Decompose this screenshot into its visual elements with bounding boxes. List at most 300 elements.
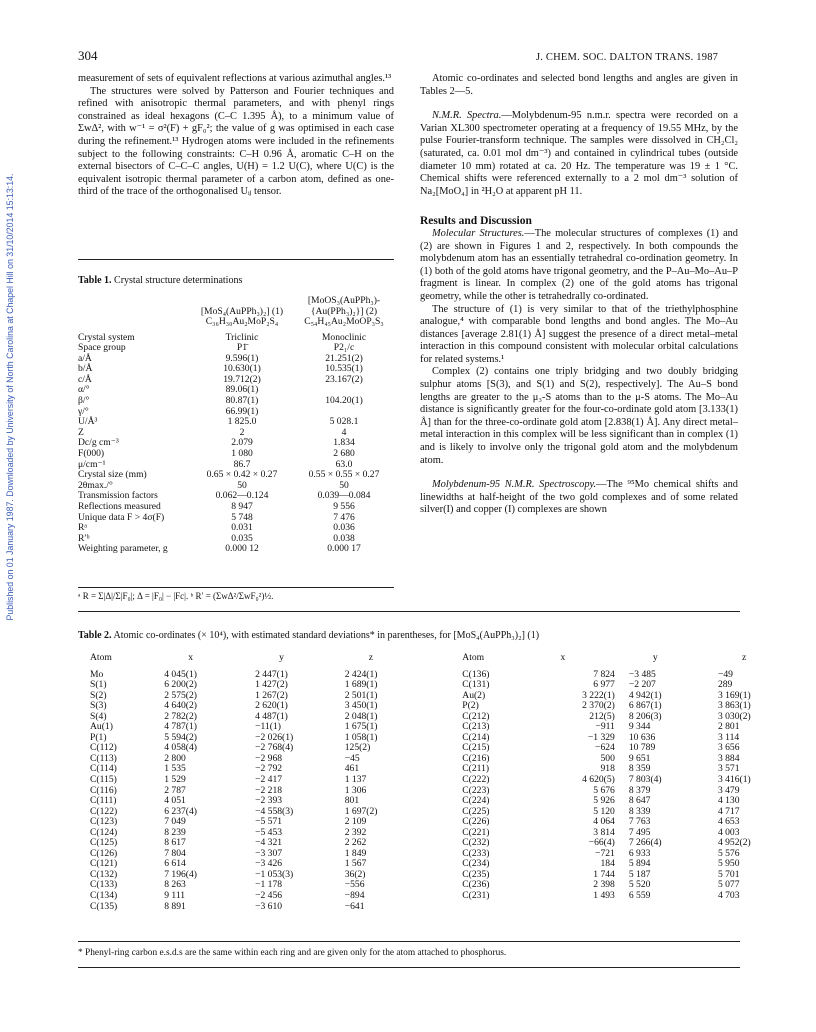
table-cell: 5 894 xyxy=(628,858,651,870)
table-row xyxy=(90,902,816,913)
table-cell: C(126) xyxy=(90,847,118,859)
table-cell: 1 697(2) xyxy=(344,805,378,817)
paragraph xyxy=(420,479,738,517)
table-cell: 1 058(1) xyxy=(344,731,378,743)
table-row xyxy=(90,880,816,891)
table-cell: a/Å xyxy=(78,352,92,364)
table-cell: 4 640(2) xyxy=(164,700,197,712)
table-cell: −1 053(3) xyxy=(255,868,294,880)
table-cell: −2 393 xyxy=(255,795,283,807)
table-cell: C(212) xyxy=(462,710,490,722)
table-row xyxy=(78,417,398,428)
table-cell: Mo xyxy=(90,668,104,680)
table-cell: 3 169(1) xyxy=(717,689,751,701)
table-cell: −49 xyxy=(717,668,733,680)
table-cell: 104.20(1) xyxy=(325,395,363,407)
table-cell: 2 424(1) xyxy=(344,668,378,680)
table-cell: 21.251(2) xyxy=(325,352,363,364)
table-cell: 6 614 xyxy=(164,858,186,870)
table-cell: 4 064 xyxy=(593,816,615,828)
table-cell: 9 651 xyxy=(628,752,651,764)
table-cell: 0.031 xyxy=(231,522,253,534)
table-cell: 4 003 xyxy=(717,826,740,838)
divider xyxy=(78,967,740,968)
table-cell: 0.038 xyxy=(333,532,355,544)
table-cell: 4 045(1) xyxy=(164,668,197,680)
table-cell: 10 789 xyxy=(628,742,656,754)
table-cell: 9 556 xyxy=(333,501,355,512)
table-cell: 5 576 xyxy=(717,847,740,859)
section-heading: Results and Discussion xyxy=(420,215,532,228)
table-cell: 5 701 xyxy=(717,868,740,880)
table-cell: C(221) xyxy=(462,826,490,838)
table-cell: Transmission factors xyxy=(78,490,158,502)
table-cell: 4 952(2) xyxy=(717,837,751,849)
table-cell: β/° xyxy=(78,395,90,407)
table-cell: C(233) xyxy=(462,847,490,859)
table-cell: 2 782(2) xyxy=(164,710,197,722)
table-cell: 1 744 xyxy=(593,868,615,880)
left-column-text xyxy=(78,73,394,199)
paragraph: Complex (2) contains one triply bridging and two doubly bridging sulphur atoms [S(3), and S(1) and S(2), respectively]. The Au–S bond lengths are greater to the μ₃-S atoms than to the μ-S atoms. The Mo–Au distance is significantly greater for the four-co-ordinate gold atom [3.133(1) Å] than for the three-co-ordinate gold atom [2.838(1) Å]. Any direct metal–metal interaction in this complex will be less significant than in complex (1) and is likely to involve only the trigonal gold atom and the molybdenum atom. xyxy=(420,366,738,466)
table-cell xyxy=(462,902,536,913)
table-row xyxy=(90,743,816,754)
table-cell: γ/° xyxy=(78,405,89,417)
table-row xyxy=(78,502,398,513)
table-row xyxy=(90,701,816,712)
table-cell: 6 977 xyxy=(593,679,615,691)
table2 xyxy=(90,653,816,912)
table-cell: 0.039—0.084 xyxy=(317,490,371,502)
table-cell: 8 339 xyxy=(628,805,651,817)
table-cell: 5 120 xyxy=(593,805,615,817)
table-cell: −2 207 xyxy=(628,679,656,691)
table-cell: α/° xyxy=(78,384,90,396)
table-cell: P(2) xyxy=(462,700,479,712)
table-row xyxy=(90,870,816,881)
table-cell: 9.596(1) xyxy=(225,352,259,364)
table-cell: 2 575(2) xyxy=(164,689,197,701)
table-cell: C(215) xyxy=(462,742,490,754)
journal-header: J. CHEM. SOC. DALTON TRANS. 1987 xyxy=(536,52,719,63)
table-header: z xyxy=(741,652,747,663)
table-cell: C(223) xyxy=(462,784,490,796)
table-row xyxy=(78,544,398,555)
table-cell: 801 xyxy=(344,795,360,807)
table-header: y xyxy=(279,652,284,663)
table-cell: 5 676 xyxy=(593,784,615,796)
table-row xyxy=(90,712,816,723)
table-cell: 8 263 xyxy=(164,879,186,891)
table-row xyxy=(90,786,816,797)
table-header: C₅₄H₄₅Au₂MoOP₃S₃ xyxy=(304,316,384,327)
table-cell: P(1) xyxy=(90,731,107,743)
table-cell: c/Å xyxy=(78,373,92,385)
table-cell: 0.062—0.124 xyxy=(215,490,269,502)
table-cell: C(214) xyxy=(462,731,490,743)
table-cell: 2 620(1) xyxy=(255,700,288,712)
table-cell: 6 559 xyxy=(628,890,651,902)
table-cell: 1 849 xyxy=(344,847,367,859)
table-cell: 4 130 xyxy=(717,795,740,807)
table-cell: C(231) xyxy=(462,890,490,902)
table-cell: 9 111 xyxy=(164,890,186,902)
table-cell: 5 187 xyxy=(628,868,651,880)
table-cell: 66.99(1) xyxy=(225,405,259,417)
table-cell: 1 675(1) xyxy=(344,721,378,733)
table-cell: 184 xyxy=(600,858,615,870)
paragraph: measurement of sets of equivalent reflections at various azimuthal angles.¹³ xyxy=(78,73,392,84)
table-cell: −911 xyxy=(595,721,615,733)
table-cell: 1 137 xyxy=(344,774,367,786)
table-cell: C(211) xyxy=(462,763,490,775)
table-cell: F(000) xyxy=(78,448,105,460)
table-cell: Au(1) xyxy=(90,721,113,733)
table-cell: S(3) xyxy=(90,700,107,712)
table-cell: C(113) xyxy=(90,752,117,764)
table-cell: 2 262 xyxy=(344,837,367,849)
table-cell: 918 xyxy=(600,763,615,775)
table-cell: −3 485 xyxy=(628,668,656,680)
table-cell: 5 594(2) xyxy=(164,731,197,743)
table-row xyxy=(90,891,816,902)
table-cell: 4 703 xyxy=(717,890,740,902)
table-cell: C(112) xyxy=(90,742,117,754)
table-cell: U/Å³ xyxy=(78,416,98,428)
table-cell: 3 114 xyxy=(717,731,740,743)
table-cell: 0.035 xyxy=(231,532,253,544)
table-cell xyxy=(536,902,628,913)
paragraph xyxy=(420,228,738,304)
table-cell: C(235) xyxy=(462,868,490,880)
table-cell: C(213) xyxy=(462,721,490,733)
table-cell: 5 950 xyxy=(717,858,740,870)
table-cell: 0.55 × 0.55 × 0.27 xyxy=(308,469,380,481)
table-cell: Crystal system xyxy=(78,331,135,343)
table-cell: 19.712(2) xyxy=(223,373,261,385)
table-cell: C(133) xyxy=(90,879,118,891)
table-cell: C(226) xyxy=(462,816,490,828)
table-cell: 0.65 × 0.42 × 0.27 xyxy=(206,469,278,481)
table-cell: Crystal size (mm) xyxy=(78,469,147,481)
table-cell: 125(2) xyxy=(344,742,371,754)
table-row xyxy=(90,828,816,839)
table-cell: C(134) xyxy=(90,890,118,902)
divider xyxy=(78,259,394,260)
table-cell: 1 267(2) xyxy=(255,689,288,701)
table-cell: 3 814 xyxy=(593,826,615,838)
table-cell: −624 xyxy=(595,742,615,754)
table-row xyxy=(90,722,816,733)
table-cell: −1 178 xyxy=(255,879,283,891)
table-cell: 5 028.1 xyxy=(329,416,359,428)
table-cell: 9 344 xyxy=(628,721,651,733)
table-cell: S(2) xyxy=(90,689,107,701)
table-cell: 0.036 xyxy=(333,522,355,534)
table-cell: 3 222(1) xyxy=(582,689,615,701)
table-cell: 2.079 xyxy=(231,437,253,449)
table-cell: 10.630(1) xyxy=(223,363,261,375)
table-cell: C(115) xyxy=(90,774,117,786)
table-cell: −3 610 xyxy=(255,900,283,912)
divider xyxy=(78,587,394,588)
table-cell: 8 947 xyxy=(231,501,253,512)
table-cell: 2 501(1) xyxy=(344,689,378,701)
table-cell: 7 196(4) xyxy=(164,868,197,880)
table-cell: P1̄ xyxy=(236,342,248,354)
table-header: [MoOS₃(AuPPh₃)- xyxy=(307,295,381,306)
table-cell: 7 049 xyxy=(164,816,186,828)
table-cell: 1 535 xyxy=(164,763,186,775)
table-cell: 3 416(1) xyxy=(717,774,751,786)
table-cell: 0.000 17 xyxy=(327,543,361,555)
table-row xyxy=(90,691,816,702)
table-header: Atom xyxy=(90,652,112,663)
table-cell: 0.000 12 xyxy=(225,543,259,555)
table-cell: 4 051 xyxy=(164,795,186,807)
table-row xyxy=(90,817,816,828)
paragraph-body: —The molecular structures of complexes (1) and (2) are shown in Figures 1 and 2, respectively. In both compounds the molybdenum atom has an essentially tetrahedral co-ordination geometry. In (1) both of the gold atoms have trigonal geometry, and the P–Au–Mo–Au–P fragment is linear. In complex (2) one of the gold atoms has trigonal geometry, while the other is tetrahedrally co-ordinated. xyxy=(420,227,738,302)
table-cell xyxy=(629,902,718,913)
table-header: x xyxy=(188,652,193,663)
right-column-text xyxy=(420,73,738,517)
table-cell: 5 926 xyxy=(593,795,615,807)
paragraph-body: —Molybdenum-95 n.m.r. spectra were recorded on a Varian XL300 spectrometer operating at a frequency of 19.55 MHz, by the pulse Fourier-transform technique. The samples were dissolved in CH₂Cl₂ (saturated, ca. 0.01 mol dm⁻³) and contained in cylindrical tubes (outside diameter 10 mm) rotated at ca. 20 Hz. The temperature was 19 ± 1 °C. Chemical shifts were referenced externally to a 2 mol dm⁻³ solution of Na₂[MoO₄] in ²H₂O at apparent pH 11. xyxy=(420,110,738,197)
table-cell: 1 493 xyxy=(593,890,615,902)
table-cell: −66(4) xyxy=(588,837,615,849)
table-row xyxy=(90,680,816,691)
table-cell: 1 529 xyxy=(164,774,186,786)
table-row xyxy=(90,859,816,870)
table-header: z xyxy=(368,652,373,663)
table-cell: C(136) xyxy=(462,668,490,680)
table-cell: 2 xyxy=(239,426,245,438)
table-cell: 36(2) xyxy=(344,868,366,880)
table-cell: −4 558(3) xyxy=(255,805,294,817)
table-cell: 500 xyxy=(600,752,615,764)
table-cell: C(135) xyxy=(90,900,118,912)
table-cell: −1 329 xyxy=(587,731,615,743)
table-cell: 1 567 xyxy=(344,858,367,870)
table-cell: 1 427(2) xyxy=(255,679,288,691)
table-cell: 3 884 xyxy=(717,752,740,764)
table-cell: 8 239 xyxy=(164,826,186,838)
table-row xyxy=(90,838,816,849)
table-cell: Rᵃ xyxy=(78,522,88,534)
table-cell: −641 xyxy=(344,900,365,912)
table-cell: S(4) xyxy=(90,710,107,722)
table-cell: 7 804 xyxy=(164,847,186,859)
table-cell: 6 200(2) xyxy=(164,679,197,691)
table-cell: −3 307 xyxy=(255,847,283,859)
table-cell: 8 891 xyxy=(164,900,186,912)
table-cell: −2 456 xyxy=(255,890,283,902)
table-cell: 8 617 xyxy=(164,837,186,849)
table-row xyxy=(90,764,816,775)
table-cell: Au(2) xyxy=(462,689,486,701)
paragraph-body: —The ⁹⁵Mo chemical shifts and linewidths at half-height of the two gold complexes and of some related silver(I) and copper (I) complexes are shown xyxy=(420,479,738,516)
table-cell: 50 xyxy=(339,479,349,491)
table-cell: 2 398 xyxy=(593,879,615,891)
table-cell: −4 321 xyxy=(255,837,283,849)
paragraph: The structures were solved by Patterson and Fourier techniques and refined with anisotropic thermal parameters, and with phenyl rings constrained as ideal hexagons (C–C 1.395 Å), to a minimum value of ΣwΔ², with w⁻¹ = σ²(F) + gF₀²; the value of g was optimised in each case during the refinement.¹³ Hydrogen atoms were included in the refinements subject to the following constraints: C–H 0.96 Å, aromatic C–H on the external bisectors of C–C–C angles, U(H) = 1.2 U(C), where U(C) is the equivalent isotropic thermal parameter of a carbon atom, defined as one-third of the trace of the orthogonalised Uᵢⱼ tensor. xyxy=(78,85,394,198)
table-cell: 1 825.0 xyxy=(227,416,257,428)
table-header: C₃₆H₃₀Au₂MoP₂S₄ xyxy=(205,316,279,327)
table-cell: 1 080 xyxy=(231,448,253,460)
table-cell: C(225) xyxy=(462,805,490,817)
table-cell: 5 748 xyxy=(231,511,253,523)
table-row xyxy=(90,754,816,765)
table-cell: −3 426 xyxy=(255,858,283,870)
table-cell: C(216) xyxy=(462,752,490,764)
table1-footnote: ᵃ R = Σ|Δ|/Σ|F₀|; Δ = |F₀| − |Fc|. ᵇ R′ = (ΣwΔ²/ΣwF₀²)½. xyxy=(78,591,274,601)
table-cell: 86.7 xyxy=(233,458,251,470)
table-cell: 63.0 xyxy=(335,458,353,470)
table-cell: −2 792 xyxy=(255,763,283,775)
table-cell: 1 689(1) xyxy=(344,679,378,691)
table-cell: 8 359 xyxy=(628,763,651,775)
table-cell: 50 xyxy=(237,479,247,491)
table-cell: 2 800 xyxy=(164,752,186,764)
table-cell: 7 476 xyxy=(333,511,355,523)
table-cell: −721 xyxy=(595,847,615,859)
table-cell: 10.535(1) xyxy=(325,363,363,375)
table-cell: 4 xyxy=(341,426,347,438)
table-cell: 8 379 xyxy=(628,784,651,796)
table-cell: Reflections measured xyxy=(78,501,161,512)
table-header: [MoS₄(AuPPh₃)₂] (1) xyxy=(200,305,284,317)
table-cell: 8 206(3) xyxy=(628,710,662,722)
table-cell: 7 495 xyxy=(628,826,651,838)
table-cell: 3 450(1) xyxy=(344,700,378,712)
table-cell: 5 077 xyxy=(717,879,740,891)
table-cell: 2 370(2) xyxy=(582,700,615,712)
table-cell: C(123) xyxy=(90,816,118,828)
table-cell: 4 653 xyxy=(717,816,740,828)
table-cell: 4 487(1) xyxy=(255,710,288,722)
table-cell: C(131) xyxy=(462,679,490,691)
table-cell: 7 763 xyxy=(628,816,651,828)
section-title: Molybdenum-95 N.M.R. Spectroscopy. xyxy=(432,479,597,491)
table-cell: C(122) xyxy=(90,805,118,817)
table2-caption: Table 2. Atomic co-ordinates (× 10⁴), with estimated standard deviations* in parentheses, for [MoS₄(AuPPh₃)₂] (1) xyxy=(78,630,540,641)
table-cell: 7 824 xyxy=(593,668,615,680)
table-cell: P2₁/c xyxy=(333,342,355,354)
table-cell: 1 306 xyxy=(344,784,367,796)
table-cell: 3 571 xyxy=(717,763,740,775)
table-header: x xyxy=(560,652,566,663)
table-cell: C(132) xyxy=(90,868,118,880)
table-cell: 23.167(2) xyxy=(325,373,363,385)
table-cell: Unique data F > 4σ(F) xyxy=(78,511,165,523)
table-cell: Triclinic xyxy=(225,331,259,343)
table-cell: 7 803(4) xyxy=(628,774,662,786)
table-cell: 2 048(1) xyxy=(344,710,378,722)
table-cell: −2 218 xyxy=(255,784,283,796)
table-cell: 3 030(2) xyxy=(717,710,751,722)
table-cell: −894 xyxy=(344,890,365,902)
table-cell: 2θmax./° xyxy=(78,479,113,491)
table-header: {Au(PPh₃)₂}] (2) xyxy=(310,305,378,317)
table-cell: 461 xyxy=(344,763,360,775)
download-notice: Published on 01 January 1987. Downloaded by University of North Carolina at Chapel Hill on 31/10/2014 15:13:14. xyxy=(5,173,15,621)
table-cell: −556 xyxy=(344,879,365,891)
table-cell: −2 968 xyxy=(255,752,283,764)
table-cell: μ/cm⁻¹ xyxy=(78,458,106,470)
section-title: N.M.R. Spectra. xyxy=(432,110,502,122)
divider xyxy=(78,611,740,612)
table-cell: Space group xyxy=(78,342,126,354)
table-cell: C(125) xyxy=(90,837,118,849)
table-cell: Z xyxy=(78,426,84,438)
table-cell: 4 058(4) xyxy=(164,742,197,754)
table-cell: −2 026(1) xyxy=(255,731,294,743)
table-cell: 2 109 xyxy=(344,816,367,828)
table-header: y xyxy=(652,652,658,663)
table-cell: C(114) xyxy=(90,763,117,775)
table-cell: C(121) xyxy=(90,858,118,870)
table-cell: b/Å xyxy=(78,363,93,375)
table-cell: 8 647 xyxy=(628,795,651,807)
table-cell: 4 620(5) xyxy=(582,774,615,786)
table-cell: −5 571 xyxy=(255,816,283,828)
paragraph xyxy=(420,110,738,198)
table-cell: Dc/g cm⁻³ xyxy=(78,437,119,449)
paragraph: The structure of (1) is very similar to that of the triethylphosphine analogue,⁴ with comparable bond lengths and bond angles. The Mo–Au distances [average 2.81(1) Å] suggest the presence of a direct metal–metal interaction in this compound consistent with molecular orbital calculations for related systems.¹ xyxy=(420,303,738,365)
table-cell: C(234) xyxy=(462,858,490,870)
table-cell: Monoclinic xyxy=(321,331,367,343)
table-cell: 80.87(1) xyxy=(225,395,259,407)
paragraph: Atomic co-ordinates and selected bond lengths and angles are given in Tables 2—5. xyxy=(420,73,738,97)
table-cell: 212(5) xyxy=(589,710,615,722)
table-cell: 3 656 xyxy=(717,742,740,754)
table-cell: 4 717 xyxy=(717,805,740,817)
table-header: Atom xyxy=(462,652,485,663)
table1 xyxy=(78,296,398,555)
table-row xyxy=(90,733,816,744)
table2-footnote: * Phenyl-ring carbon e.s.d.s are the same within each ring and are given only for the atom attached to phosphorus. xyxy=(78,948,507,958)
table-row xyxy=(90,670,816,681)
table1-caption: Table 1. Crystal structure determinations xyxy=(78,275,243,286)
table-row xyxy=(90,849,816,860)
table-cell: 2 801 xyxy=(717,721,740,733)
table-cell: 2 787 xyxy=(164,784,186,796)
table-cell: −2 768(4) xyxy=(255,742,294,754)
table-cell: 2 447(1) xyxy=(255,668,288,680)
table-cell: C(222) xyxy=(462,774,490,786)
table-cell: −11(1) xyxy=(255,721,281,733)
table-row xyxy=(90,796,816,807)
table-cell: 4 787(1) xyxy=(164,721,197,733)
table-row xyxy=(90,807,816,818)
table-cell: 10 636 xyxy=(628,731,656,743)
table-cell: −2 417 xyxy=(255,774,283,786)
table-cell xyxy=(718,902,816,913)
page-number: 304 xyxy=(78,48,98,63)
table-cell: Weighting parameter, g xyxy=(78,543,168,555)
table-cell: 6 867(1) xyxy=(628,700,662,712)
table-cell: C(124) xyxy=(90,826,118,838)
table-row xyxy=(90,775,816,786)
table-cell: 4 942(1) xyxy=(628,689,662,701)
table-cell: 289 xyxy=(717,679,733,691)
table-cell: 2 392 xyxy=(344,826,367,838)
table-cell: 3 479 xyxy=(717,784,740,796)
table-cell: C(232) xyxy=(462,837,490,849)
table-cell: −45 xyxy=(344,752,360,764)
table-cell: 5 520 xyxy=(628,879,651,891)
table-cell: C(111) xyxy=(90,795,117,807)
